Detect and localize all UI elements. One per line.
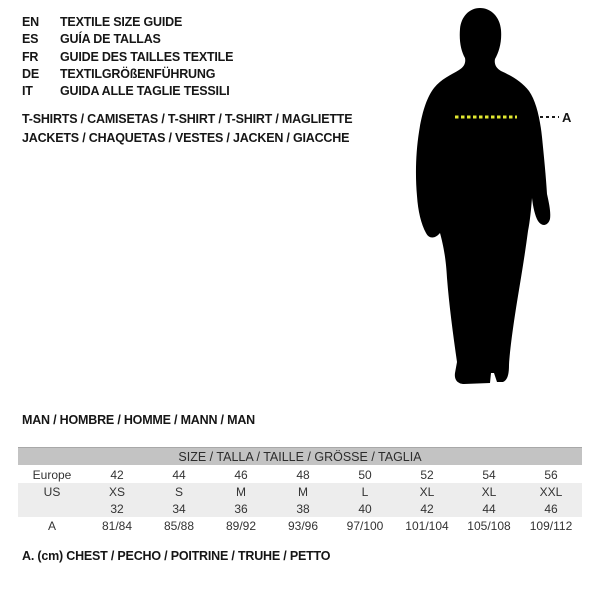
language-code: ES: [22, 32, 39, 47]
language-title: TEXTILGRÖßENFÜHRUNG: [60, 66, 216, 81]
row-label: US: [43, 484, 61, 499]
size-cell: 44: [172, 467, 186, 482]
size-cell: 36: [234, 501, 248, 516]
size-cell: 40: [358, 501, 372, 516]
size-cell: 48: [296, 467, 310, 482]
language-code: DE: [22, 66, 39, 81]
table-row: [18, 517, 582, 534]
language-row: [22, 14, 233, 31]
size-cell: L: [361, 484, 369, 499]
size-cell: XXL: [539, 484, 563, 499]
size-cell: 101/104: [405, 518, 449, 533]
size-cell: 32: [110, 501, 124, 516]
size-table-header: SIZE / TALLA / TAILLE / GRÖSSE / TAGLIA: [18, 448, 582, 466]
table-row: [18, 483, 582, 500]
language-list: [22, 14, 233, 100]
size-cell: M: [236, 484, 246, 499]
size-cell: 93/96: [287, 518, 319, 533]
language-row: [22, 83, 233, 100]
language-row: [22, 31, 233, 48]
table-header-row: [18, 448, 582, 466]
man-silhouette-figure: [405, 0, 580, 392]
row-label: A: [47, 518, 56, 533]
category-lines: [22, 110, 352, 148]
language-code: IT: [22, 84, 33, 99]
language-row: [22, 49, 233, 66]
size-cell: 34: [172, 501, 186, 516]
size-cell: 81/84: [101, 518, 133, 533]
size-cell: 56: [544, 467, 558, 482]
size-cell: 54: [482, 467, 496, 482]
table-row: [18, 466, 582, 484]
row-label: Europe: [32, 467, 72, 482]
table-row: [18, 500, 582, 517]
category-line-jackets: JACKETS / CHAQUETAS / VESTES / JACKEN / GIACCHE: [22, 131, 350, 145]
size-cell: M: [298, 484, 308, 499]
language-code: FR: [22, 49, 39, 64]
size-cell: 50: [358, 467, 372, 482]
measure-label-a: A: [562, 110, 572, 125]
size-cell: 42: [110, 467, 124, 482]
language-title: TEXTILE SIZE GUIDE: [60, 15, 183, 29]
size-cell: XL: [481, 484, 497, 499]
size-cell: 46: [234, 467, 248, 482]
category-line-tshirts: T-SHIRTS / CAMISETAS / T-SHIRT / T-SHIRT / MAGLIETTE: [22, 112, 353, 126]
size-cell: 97/100: [346, 518, 384, 533]
size-cell: 42: [420, 501, 434, 516]
language-title: GUÍA DE TALLAS: [60, 32, 161, 47]
language-title: GUIDE DES TAILLES TEXTILE: [60, 49, 234, 64]
language-code: EN: [22, 15, 39, 29]
section-title-man: MAN / HOMBRE / HOMME / MANN / MAN: [22, 413, 255, 427]
size-cell: 105/108: [467, 518, 511, 533]
size-cell: 85/88: [163, 518, 195, 533]
language-row: [22, 66, 233, 83]
size-cell: 89/92: [225, 518, 257, 533]
size-cell: 44: [482, 501, 496, 516]
size-cell: 46: [544, 501, 558, 516]
language-title: GUIDA ALLE TAGLIE TESSILI: [60, 84, 230, 99]
size-cell: XL: [419, 484, 435, 499]
man-silhouette: [416, 8, 550, 384]
row-label: [18, 500, 86, 517]
size-cell: XS: [108, 484, 125, 499]
size-cell: 38: [296, 501, 310, 516]
size-cell: 52: [420, 467, 434, 482]
size-cell: 109/112: [529, 518, 573, 533]
size-table: [18, 447, 582, 534]
size-cell: S: [174, 484, 183, 499]
measurement-footnote: A. (cm) CHEST / PECHO / POITRINE / TRUHE / PETTO: [22, 549, 331, 563]
